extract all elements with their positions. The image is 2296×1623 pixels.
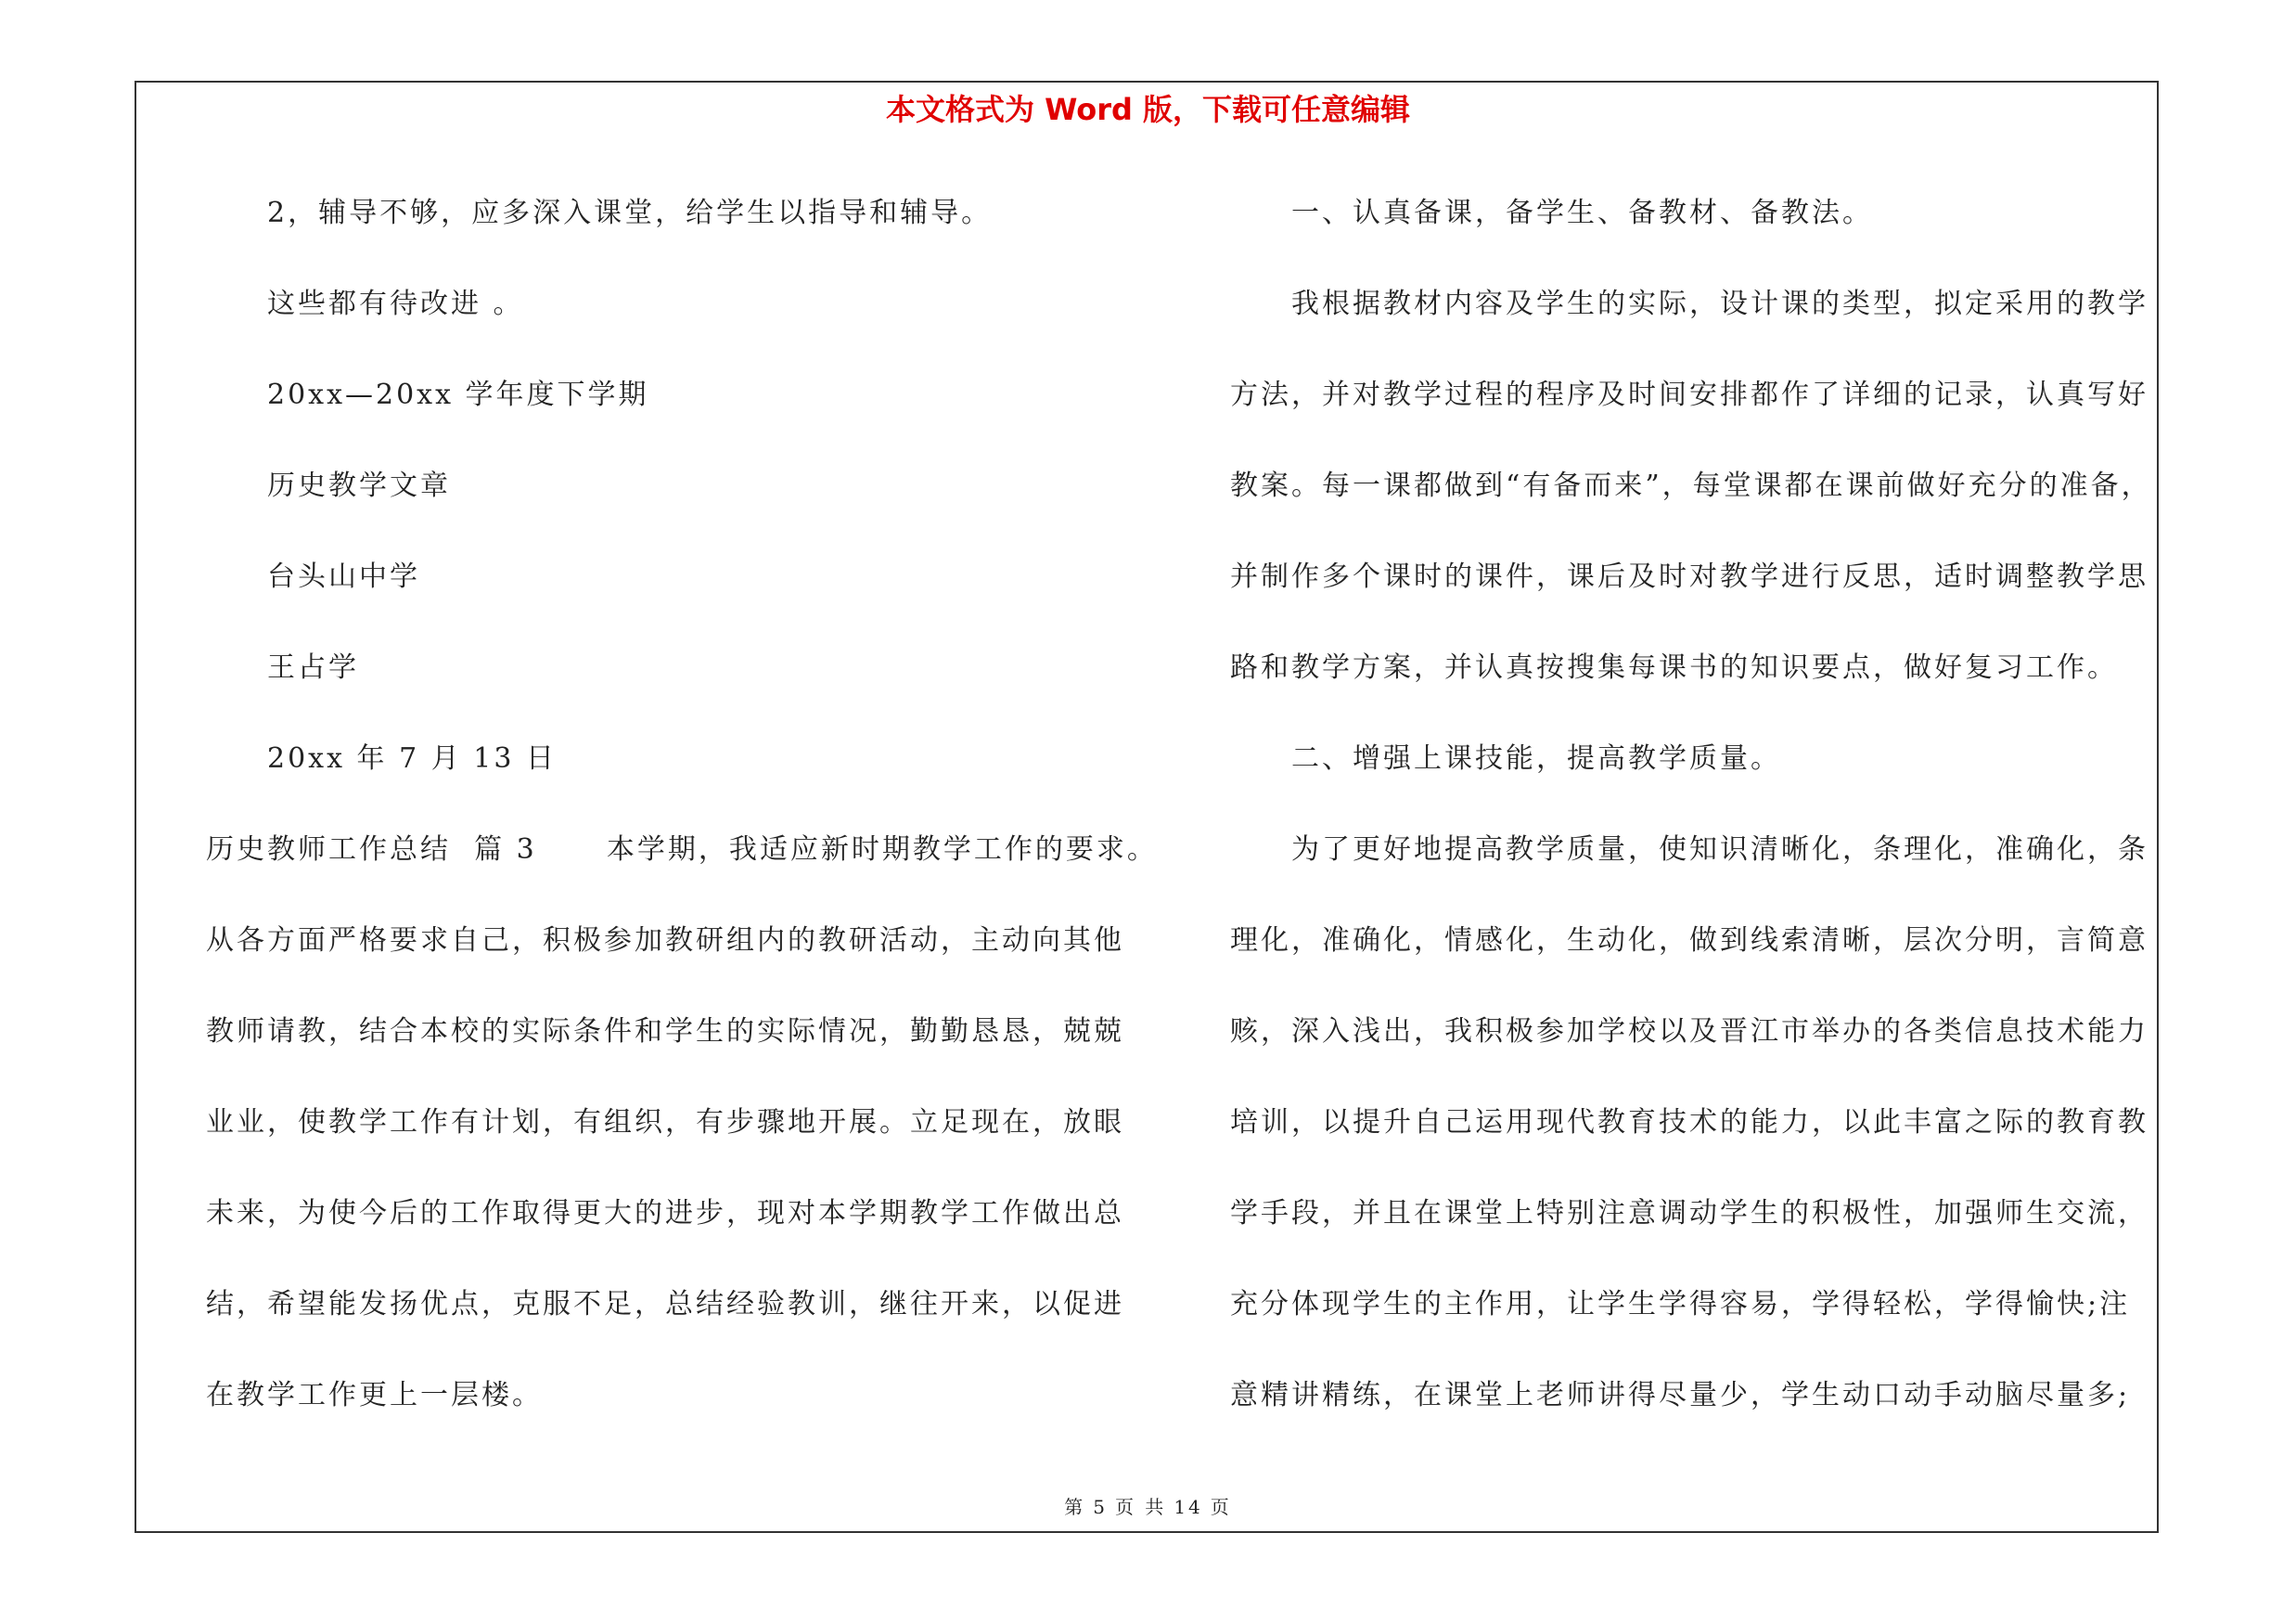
paragraph-line: 充分体现学生的主作用，让学生学得容易，学得轻松，学得愉快;注 (1230, 1288, 2131, 1320)
paragraph-line: 20xx 年 7 月 13 日 (267, 742, 557, 775)
paragraph-line: 王占学 (267, 651, 359, 684)
paragraph-line: 未来，为使今后的工作取得更大的进步，现对本学期教学工作做出总 (206, 1197, 1124, 1230)
paragraph-line: 方法，并对教学过程的程序及时间安排都作了详细的记录，认真写好 (1230, 379, 2148, 411)
paragraph-line: 我根据教材内容及学生的实际，设计课的类型，拟定采用的教学 (1291, 288, 2148, 320)
paragraph-line: 在教学工作更上一层楼。 (206, 1379, 543, 1411)
page-mid: 页 共 (1114, 1496, 1167, 1518)
paragraph-line: 教案。每一课都做到“有备而来”，每堂课都在课前做好充分的准备， (1230, 470, 2152, 502)
paragraph-line: 路和教学方案，并认真按搜集每课书的知识要点，做好复习工作。 (1230, 651, 2118, 684)
paragraph-line: 台头山中学 (267, 560, 420, 593)
subheading-line: 二、增强上课技能，提高教学质量。 (1291, 742, 1781, 775)
page-total: 14 (1174, 1496, 1203, 1518)
subheading-line: 一、认真备课，备学生、备教材、备教法。 (1291, 197, 1873, 229)
paragraph-line: 为了更好地提高教学质量，使知识清晰化，条理化，准确化，条 (1291, 833, 2148, 866)
paragraph-line: 从各方面严格要求自己，积极参加教研组内的教研活动，主动向其他 (206, 924, 1124, 957)
paragraph-line: 教师请教，结合本校的实际条件和学生的实际情况，勤勤恳恳，兢兢 (206, 1015, 1124, 1048)
page-prefix: 第 (1064, 1496, 1086, 1518)
paragraph-line: 理化，准确化，情感化，生动化，做到线索清晰，层次分明，言简意 (1230, 924, 2148, 957)
left-column (206, 186, 1158, 1459)
paragraph-line: 2，辅导不够，应多深入课堂，给学生以指导和辅导。 (267, 197, 993, 229)
paragraph-line: 20xx—20xx 学年度下学期 (267, 379, 649, 411)
paragraph-line: 这些都有待改进 。 (267, 288, 524, 320)
paragraph-line: 意精讲精练，在课堂上老师讲得尽量少，学生动口动手动脑尽量多; (1230, 1379, 2131, 1411)
format-banner: 本文格式为 Word 版，下载可任意编辑 (885, 92, 1411, 127)
paragraph-line: 历史教学文章 (267, 470, 451, 502)
page-footer (0, 1492, 2296, 1519)
paragraph-line: 学手段，并且在课堂上特别注意调动学生的积极性，加强师生交流， (1230, 1197, 2148, 1230)
paragraph-line: 并制作多个课时的课件，课后及时对教学进行反思，适时调整教学思 (1230, 560, 2148, 593)
right-column (1230, 186, 2152, 1459)
page-suffix: 页 (1210, 1496, 1232, 1518)
page-number: 5 (1093, 1496, 1108, 1518)
paragraph-line: 结，希望能发扬优点，克服不足，总结经验教训，继往开来，以促进 (206, 1288, 1124, 1320)
paragraph-line: 业业，使教学工作有计划，有组织，有步骤地开展。立足现在，放眼 (206, 1106, 1124, 1139)
paragraph-line: 培训，以提升自己运用现代教育技术的能力，以此丰富之际的教育教 (1230, 1106, 2148, 1139)
paragraph-line: 赅，深入浅出，我积极参加学校以及晋江市举办的各类信息技术能力 (1230, 1015, 2148, 1048)
section-heading-line: 历史教师工作总结 篇 3 本学期，我适应新时期教学工作的要求。 (206, 833, 1158, 866)
